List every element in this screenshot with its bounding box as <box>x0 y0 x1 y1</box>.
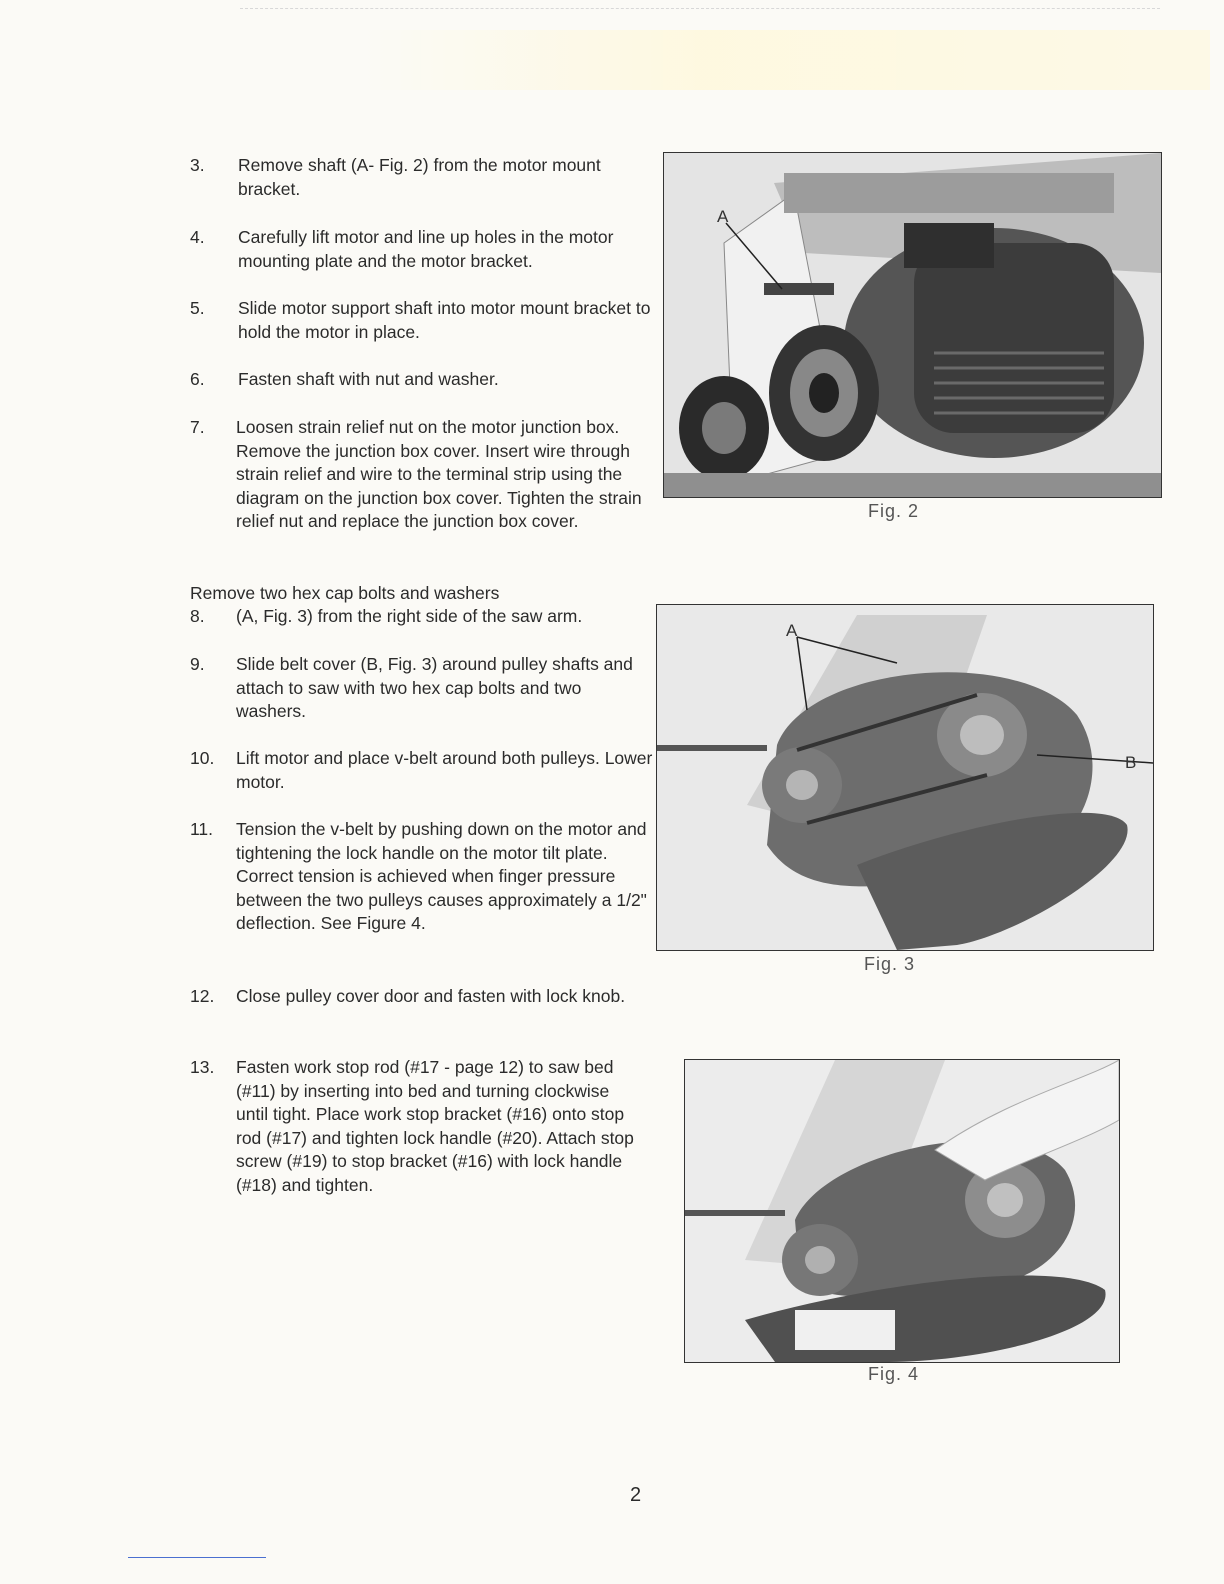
step-number: 13. <box>190 1057 215 1077</box>
motor-mount-illustration <box>664 153 1161 497</box>
step-number: 3. <box>190 155 205 175</box>
step-text: Tension the v-belt by pushing down on the motor and tightening the lock handle on the motor tilt plate. Correct tension is achieved when finger pressure between the two pulleys causes approximately a 1/2" deflection. See Figure 4. <box>236 819 647 933</box>
step-text: Carefully lift motor and line up holes in the motor mounting plate and the motor bracket. <box>238 227 614 271</box>
step-number: 10. <box>190 748 215 768</box>
step-number: 4. <box>190 227 205 247</box>
fig2-callout-a: A <box>717 207 729 226</box>
belt-tension-illustration <box>685 1060 1119 1362</box>
scan-discoloration <box>360 30 1210 90</box>
fig2-caption: Fig. 2 <box>868 501 920 521</box>
step-text: Fasten work stop rod (#17 - page 12) to saw bed (#11) by inserting into bed and turning clockwise until tight. Place work stop bracket (#16) onto stop rod (#17) and tighten lock handle (#20). Attach stop screw (#19) to stop bracket (#16) with lock handle (#18) and tighten. <box>236 1057 634 1195</box>
fig4-caption: Fig. 4 <box>868 1364 920 1384</box>
step-text: Lift motor and place v-belt around both pulleys. Lower motor. <box>236 748 653 792</box>
step-text: Slide motor support shaft into motor mount bracket to hold the motor in place. <box>238 298 651 342</box>
step-number: 9. <box>190 654 205 674</box>
belt-cover-illustration <box>657 605 1153 950</box>
step-text: Close pulley cover door and fasten with lock knob. <box>236 986 626 1006</box>
figure-4-photo <box>684 1059 1120 1363</box>
figure-3-photo <box>656 604 1154 951</box>
figure-2-photo <box>663 152 1162 498</box>
step-number: 5. <box>190 298 205 318</box>
page-number: 2 <box>630 1484 642 1506</box>
step-text: Fasten shaft with nut and washer. <box>238 369 499 389</box>
step-number: 8. <box>190 606 205 626</box>
fig3-callout-a: A <box>786 621 798 640</box>
step-number: 12. <box>190 986 215 1006</box>
step-text: Remove shaft (A- Fig. 2) from the motor mount bracket. <box>238 155 601 199</box>
step-text: (A, Fig. 3) from the right side of the saw arm. <box>236 606 583 626</box>
step-number: 6. <box>190 369 205 389</box>
step-number: 11. <box>190 819 214 839</box>
step-number: 7. <box>190 417 205 437</box>
bottom-scan-line <box>128 1557 266 1558</box>
step-text: Slide belt cover (B, Fig. 3) around pulley shafts and attach to saw with two hex cap bolts and two washers. <box>236 654 633 721</box>
step-text: Loosen strain relief nut on the motor junction box. Remove the junction box cover. Insert wire through strain relief and wire to the terminal strip using the diagram on the junction box cover. Tighten the strain relief nut and replace the junction box cover. <box>236 417 642 531</box>
top-scan-line <box>240 8 1160 9</box>
plain-instruction-line: Remove two hex cap bolts and washers <box>190 583 500 603</box>
fig3-callout-b: B <box>1125 753 1137 772</box>
fig3-caption: Fig. 3 <box>864 954 916 974</box>
